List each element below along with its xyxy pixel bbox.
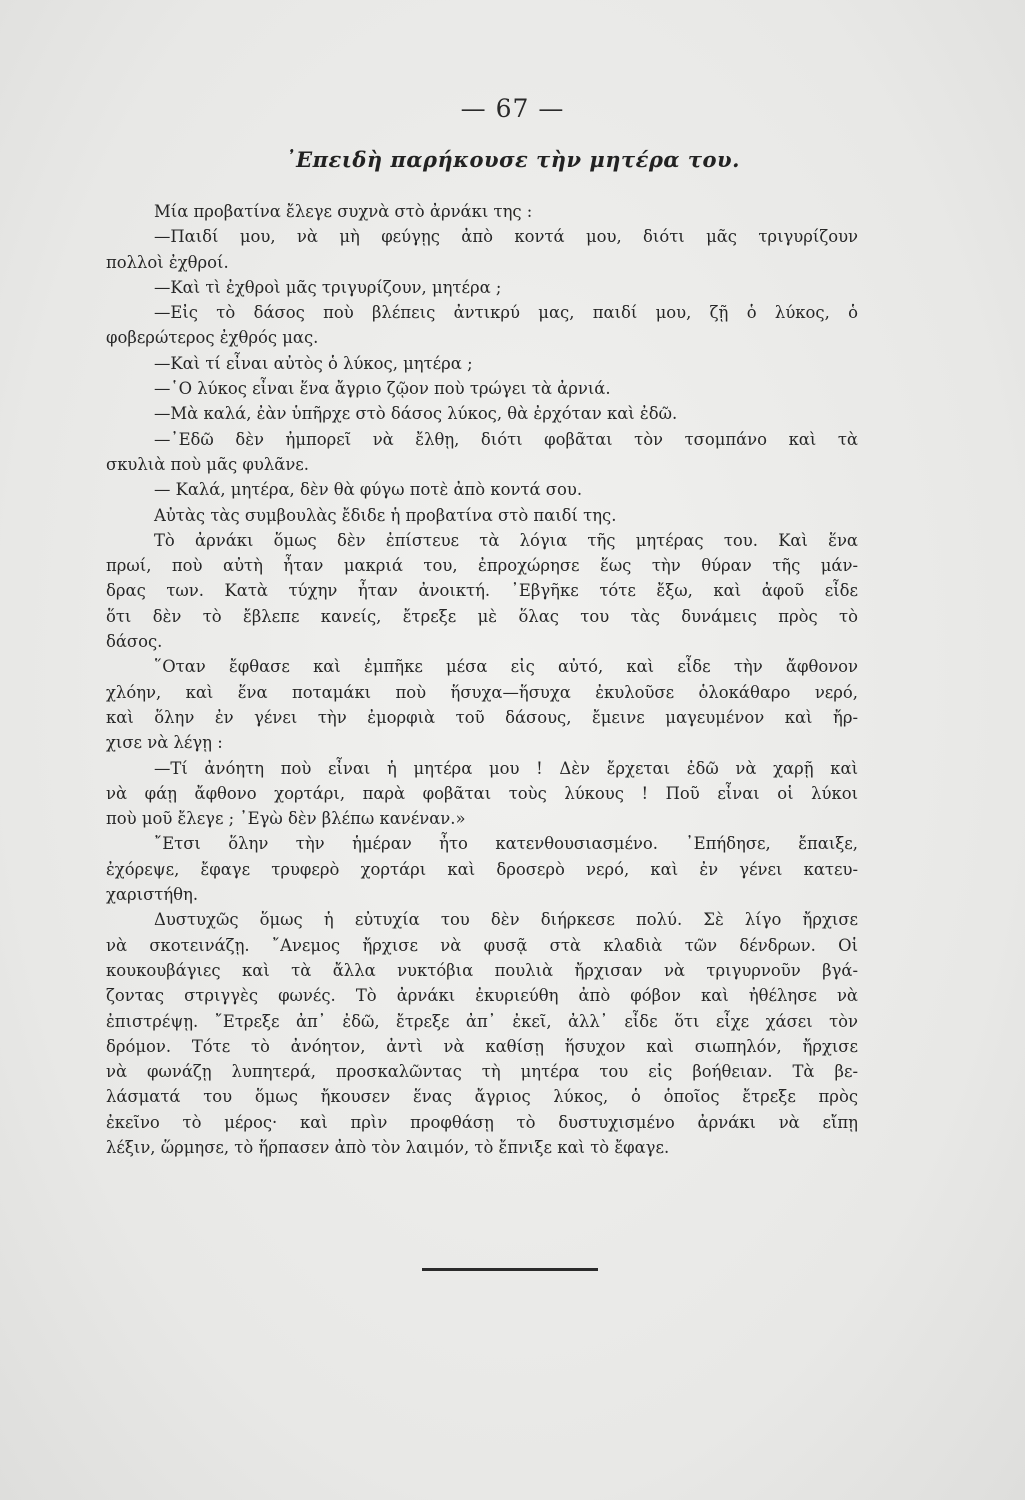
story-title: ᾿Επειδὴ παρήκουσε τὴν μητέρα του. <box>285 147 740 172</box>
text-line: καὶ ὅλην ἐν γένει τὴν ἐμορφιὰ τοῦ δάσους, ἔμεινε μαγευμένον καὶ ἤρ- <box>106 707 858 727</box>
text-line: —Καὶ τὶ ἐχθροὶ μᾶς τριγυρίζουν, μητέρα ; <box>154 277 502 297</box>
text-line: ῞Οταν ἔφθασε καὶ ἐμπῆκε μέσα εἰς αὐτό, καὶ εἶδε τὴν ἄφθονον <box>154 657 858 677</box>
text-line: —Μὰ καλά, ἐὰν ὑπῆρχε στὸ δάσος λύκος, θὰ ἐρχόταν καὶ ἐδῶ. <box>154 404 678 424</box>
text-line: φοβερώτερος ἐχθρός μας. <box>106 328 319 348</box>
text-line: — Καλά, μητέρα, δὲν θὰ φύγω ποτὲ ἀπὸ κοντά σου. <box>154 480 583 500</box>
text-line: χλόην, καὶ ἕνα ποταμάκι ποὺ ἥσυχα—ἥσυχα ἐκυλοῦσε ὁλοκάθαρο νερό, <box>106 682 858 702</box>
text-line: ζοντας στριγγὲς φωνές. Τὸ ἀρνάκι ἐκυριεύθη ἀπὸ φόβον καὶ ἠθέλησε νὰ <box>106 986 858 1006</box>
text-line: ῎Ετσι ὅλην τὴν ἡμέραν ἦτο κατενθουσιασμένο. ᾿Επήδησε, ἔπαιξε, <box>154 834 858 854</box>
text-line: Αὐτὰς τὰς συμβουλὰς ἔδιδε ἡ προβατίνα στὸ παιδί της. <box>154 505 617 525</box>
text-line: ὅτι δὲν τὸ ἔβλεπε κανείς, ἔτρεξε μὲ ὅλας του τὰς δυνάμεις πρὸς τὸ <box>106 606 858 626</box>
text-line: πρωί, ποὺ αὐτὴ ἦταν μακριά του, ἐπροχώρησε ἕως τὴν θύραν τῆς μάν- <box>106 556 858 576</box>
text-line: δρόμον. Τότε τὸ ἀνόητον, ἀντὶ νὰ καθίσῃ ἥσυχον καὶ σιωπηλόν, ἤρχισε <box>106 1036 858 1056</box>
text-line: πολλοὶ ἐχθροί. <box>106 252 229 272</box>
text-line: σκυλιὰ ποὺ μᾶς φυλᾶνε. <box>106 454 309 474</box>
text-line: Δυστυχῶς ὅμως ἡ εὐτυχία του δὲν διήρκεσε πολύ. Σὲ λίγο ἤρχισε <box>154 910 858 930</box>
text-line: δάσος. <box>106 632 163 652</box>
text-line: —῾Ο λύκος εἶναι ἕνα ἄγριο ζῷον ποὺ τρώγει τὰ ἀρνιά. <box>154 379 611 399</box>
text-line: λάσματά του ὅμως ἤκουσεν ἕνας ἄγριος λύκος, ὁ ὁποῖος ἔτρεξε πρὸς <box>106 1087 858 1107</box>
text-line: —Παιδί μου, νὰ μὴ φεύγῃς ἀπὸ κοντά μου, διότι μᾶς τριγυρίζουν <box>154 227 858 247</box>
text-line: —Τί ἀνόητη ποὺ εἶναι ἡ μητέρα μου ! Δὲν ἔρχεται ἐδῶ νὰ χαρῇ καὶ <box>154 758 858 778</box>
text-line: νὰ σκοτεινάζῃ. ῎Ανεμος ἤρχισε νὰ φυσᾷ στὰ κλαδιὰ τῶν δένδρων. Οἱ <box>106 935 858 955</box>
text-line: ποὺ μοῦ ἔλεγε ; ᾿Εγὼ δὲν βλέπω κανέναν.» <box>106 809 466 829</box>
text-line: —Καὶ τί εἶναι αὐτὸς ὁ λύκος, μητέρα ; <box>154 353 473 373</box>
text-line: —᾿Εδῶ δὲν ἠμπορεῖ νὰ ἔλθῃ, διότι φοβᾶται τὸν τσομπάνο καὶ τὰ <box>154 429 858 449</box>
text-line: κουκουβάγιες καὶ τὰ ἄλλα νυκτόβια πουλιὰ ἤρχισαν νὰ τριγυρνοῦν βγά- <box>106 960 858 980</box>
text-line: ἐκεῖνο τὸ μέρος· καὶ πρὶν προφθάσῃ τὸ δυστυχισμένο ἀρνάκι νὰ εἴπῃ <box>106 1112 858 1132</box>
text-line: λέξιν, ὥρμησε, τὸ ἥρπασεν ἀπὸ τὸν λαιμόν, τὸ ἔπνιξε καὶ τὸ ἔφαγε. <box>106 1137 670 1157</box>
text-line: ἐπιστρέψῃ. ῎Ετρεξε ἀπ᾿ ἐδῶ, ἔτρεξε ἀπ᾿ ἐκεῖ, ἀλλ᾿ εἶδε ὅτι εἶχε χάσει τὸν <box>106 1011 858 1031</box>
text-line: Τὸ ἀρνάκι ὅμως δὲν ἐπίστευε τὰ λόγια τῆς μητέρας του. Καὶ ἕνα <box>154 530 858 550</box>
text-line: νὰ φωνάζῃ λυπητερά, προσκαλῶντας τὴ μητέρα του εἰς βοήθειαν. Τὰ βε- <box>106 1062 858 1082</box>
page-number: — 67 — <box>460 94 565 123</box>
end-rule <box>422 1268 598 1271</box>
text-line: χισε νὰ λέγῃ : <box>106 733 223 753</box>
text-line: δρας των. Κατὰ τύχην ἦταν ἀνοικτή. ᾿Εβγῆκε τότε ἔξω, καὶ ἀφοῦ εἶδε <box>106 581 858 601</box>
text-line: —Εἰς τὸ δάσος ποὺ βλέπεις ἀντικρύ μας, παιδί μου, ζῇ ὁ λύκος, ὁ <box>154 303 858 323</box>
story-body <box>106 199 858 1160</box>
text-line: ἐχόρεψε, ἔφαγε τρυφερὸ χορτάρι καὶ δροσερὸ νερό, καὶ ἐν γένει κατευ- <box>106 859 858 879</box>
text-line: νὰ φάῃ ἄφθονο χορτάρι, παρὰ φοβᾶται τοὺς λύκους ! Ποῦ εἶναι οἱ λύκοι <box>106 783 858 803</box>
text-line: χαριστήθη. <box>106 885 199 905</box>
text-line: Μία προβατίνα ἔλεγε συχνὰ στὸ ἀρνάκι της : <box>154 202 533 221</box>
